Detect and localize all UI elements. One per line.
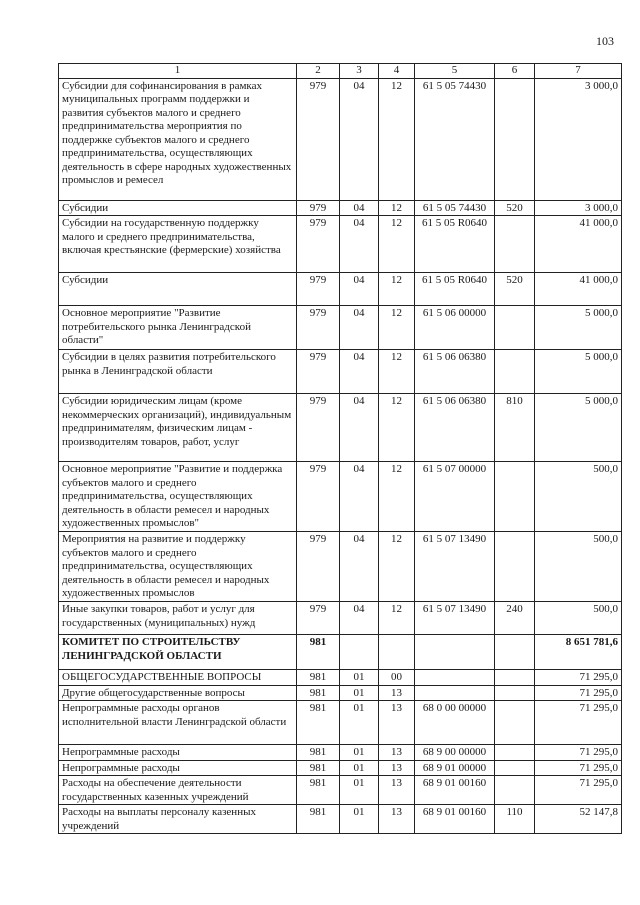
table-row — [59, 760, 622, 776]
cell-rz: 04 — [340, 273, 379, 306]
cell-pr: 13 — [379, 701, 415, 745]
cell-grbs: 979 — [297, 602, 340, 635]
column-header: 2 — [297, 64, 340, 79]
cell-name: Основное мероприятие "Развитие потребительского рынка Ленинградской области" — [59, 306, 297, 350]
cell-grbs: 981 — [297, 745, 340, 761]
cell-sum: 52 147,8 — [535, 805, 622, 834]
cell-vr: 810 — [495, 394, 535, 462]
cell-vr — [495, 216, 535, 273]
table-row — [59, 306, 622, 350]
cell-csr — [415, 635, 495, 670]
cell-rz: 01 — [340, 805, 379, 834]
table-row — [59, 462, 622, 532]
cell-vr: 520 — [495, 273, 535, 306]
cell-pr: 13 — [379, 685, 415, 701]
cell-rz: 01 — [340, 776, 379, 805]
cell-pr: 12 — [379, 394, 415, 462]
cell-name: Основное мероприятие "Развитие и поддержка субъектов малого и среднего предпринимательства, осуществляющих деятельность в области ремесел и народных художественных промыслов" — [59, 462, 297, 532]
cell-rz: 04 — [340, 216, 379, 273]
table-row — [59, 745, 622, 761]
cell-vr — [495, 462, 535, 532]
table-row — [59, 350, 622, 394]
cell-grbs: 979 — [297, 78, 340, 200]
cell-name: Мероприятия на развитие и поддержку субъектов малого и среднего предпринимательства, осуществляющих деятельность в области ремесел и народных художественных промыслов — [59, 532, 297, 602]
cell-sum: 3 000,0 — [535, 78, 622, 200]
cell-name: Непрограммные расходы — [59, 760, 297, 776]
cell-pr: 13 — [379, 760, 415, 776]
cell-name: Субсидии юридическим лицам (кроме некоммерческих организаций), индивидуальным предпринимателям, физическим лицам - производителям товаров, работ, услуг — [59, 394, 297, 462]
cell-name: Субсидии — [59, 273, 297, 306]
cell-sum: 71 295,0 — [535, 745, 622, 761]
cell-sum: 71 295,0 — [535, 701, 622, 745]
cell-csr: 61 5 05 74430 — [415, 78, 495, 200]
cell-rz: 04 — [340, 532, 379, 602]
cell-sum: 41 000,0 — [535, 273, 622, 306]
cell-pr: 12 — [379, 78, 415, 200]
cell-name: Субсидии на государственную поддержку малого и среднего предпринимательства, включая крестьянские (фермерские) хозяйства — [59, 216, 297, 273]
cell-rz: 01 — [340, 701, 379, 745]
cell-rz: 04 — [340, 350, 379, 394]
column-number-row — [59, 64, 622, 79]
cell-csr: 61 5 07 13490 — [415, 602, 495, 635]
cell-csr: 61 5 05 74430 — [415, 200, 495, 216]
table-row — [59, 805, 622, 834]
cell-vr — [495, 306, 535, 350]
cell-grbs: 981 — [297, 670, 340, 686]
cell-pr: 12 — [379, 273, 415, 306]
table-row — [59, 216, 622, 273]
cell-sum: 500,0 — [535, 602, 622, 635]
table-row — [59, 602, 622, 635]
cell-pr: 12 — [379, 602, 415, 635]
cell-grbs: 979 — [297, 273, 340, 306]
cell-sum: 71 295,0 — [535, 685, 622, 701]
cell-vr — [495, 745, 535, 761]
cell-pr: 00 — [379, 670, 415, 686]
cell-sum: 3 000,0 — [535, 200, 622, 216]
cell-csr: 68 9 01 00160 — [415, 805, 495, 834]
cell-vr — [495, 701, 535, 745]
cell-sum: 500,0 — [535, 462, 622, 532]
table-row — [59, 394, 622, 462]
column-header: 4 — [379, 64, 415, 79]
cell-csr: 68 9 00 00000 — [415, 745, 495, 761]
table-row — [59, 701, 622, 745]
cell-pr: 12 — [379, 350, 415, 394]
cell-csr: 61 5 05 R0640 — [415, 273, 495, 306]
cell-vr — [495, 532, 535, 602]
cell-name: Иные закупки товаров, работ и услуг для государственных (муниципальных) нужд — [59, 602, 297, 635]
cell-pr: 12 — [379, 462, 415, 532]
column-header: 5 — [415, 64, 495, 79]
cell-vr — [495, 776, 535, 805]
cell-rz: 01 — [340, 670, 379, 686]
cell-rz: 04 — [340, 306, 379, 350]
cell-name: Другие общегосударственные вопросы — [59, 685, 297, 701]
table-row — [59, 200, 622, 216]
cell-grbs: 981 — [297, 760, 340, 776]
cell-csr — [415, 685, 495, 701]
cell-sum: 5 000,0 — [535, 394, 622, 462]
cell-vr — [495, 685, 535, 701]
cell-pr: 12 — [379, 216, 415, 273]
cell-csr: 61 5 06 06380 — [415, 394, 495, 462]
cell-csr: 61 5 07 13490 — [415, 532, 495, 602]
cell-pr — [379, 635, 415, 670]
cell-vr — [495, 760, 535, 776]
cell-sum: 71 295,0 — [535, 670, 622, 686]
cell-rz: 04 — [340, 200, 379, 216]
cell-grbs: 979 — [297, 394, 340, 462]
cell-name: Расходы на обеспечение деятельности государственных казенных учреждений — [59, 776, 297, 805]
cell-grbs: 981 — [297, 805, 340, 834]
table-row — [59, 273, 622, 306]
cell-grbs: 979 — [297, 216, 340, 273]
cell-pr: 13 — [379, 776, 415, 805]
cell-name: Расходы на выплаты персоналу казенных учреждений — [59, 805, 297, 834]
column-header: 1 — [59, 64, 297, 79]
cell-vr: 110 — [495, 805, 535, 834]
cell-rz — [340, 635, 379, 670]
budget-table — [58, 63, 622, 834]
cell-grbs: 981 — [297, 635, 340, 670]
cell-csr: 61 5 06 06380 — [415, 350, 495, 394]
cell-vr: 520 — [495, 200, 535, 216]
cell-rz: 01 — [340, 760, 379, 776]
cell-grbs: 979 — [297, 350, 340, 394]
cell-grbs: 979 — [297, 200, 340, 216]
cell-grbs: 981 — [297, 776, 340, 805]
cell-sum: 5 000,0 — [535, 306, 622, 350]
column-header: 7 — [535, 64, 622, 79]
cell-sum: 8 651 781,6 — [535, 635, 622, 670]
page-number: 103 — [596, 34, 614, 48]
cell-vr — [495, 670, 535, 686]
table-row — [59, 776, 622, 805]
table-row — [59, 685, 622, 701]
cell-grbs: 979 — [297, 532, 340, 602]
column-header: 6 — [495, 64, 535, 79]
table-row — [59, 635, 622, 670]
cell-csr: 61 5 07 00000 — [415, 462, 495, 532]
cell-pr: 13 — [379, 805, 415, 834]
cell-csr: 68 0 00 00000 — [415, 701, 495, 745]
cell-grbs: 981 — [297, 701, 340, 745]
cell-rz: 04 — [340, 462, 379, 532]
column-header: 3 — [340, 64, 379, 79]
cell-sum: 500,0 — [535, 532, 622, 602]
cell-name: Непрограммные расходы — [59, 745, 297, 761]
cell-sum: 5 000,0 — [535, 350, 622, 394]
table-row — [59, 532, 622, 602]
cell-rz: 04 — [340, 78, 379, 200]
cell-name: Субсидии для софинансирования в рамках муниципальных программ поддержки и развития субъектов малого и среднего предпринимательства мероприятия по поддержке субъектов малого и среднего предпринимательства, осуществляющих деятельность в сфере народных художественных промыслов и ремесел — [59, 78, 297, 200]
cell-name: Непрограммные расходы органов исполнительной власти Ленинградской области — [59, 701, 297, 745]
cell-rz: 01 — [340, 685, 379, 701]
cell-vr: 240 — [495, 602, 535, 635]
cell-pr: 12 — [379, 532, 415, 602]
cell-grbs: 981 — [297, 685, 340, 701]
cell-name: Субсидии — [59, 200, 297, 216]
cell-name: КОМИТЕТ ПО СТРОИТЕЛЬСТВУ ЛЕНИНГРАДСКОЙ ОБЛАСТИ — [59, 635, 297, 670]
cell-sum: 41 000,0 — [535, 216, 622, 273]
cell-pr: 13 — [379, 745, 415, 761]
cell-pr: 12 — [379, 200, 415, 216]
cell-csr: 61 5 06 00000 — [415, 306, 495, 350]
cell-name: Субсидии в целях развития потребительского рынка в Ленинградской области — [59, 350, 297, 394]
cell-pr: 12 — [379, 306, 415, 350]
cell-csr: 61 5 05 R0640 — [415, 216, 495, 273]
cell-rz: 04 — [340, 602, 379, 635]
table-row — [59, 78, 622, 200]
cell-name: ОБЩЕГОСУДАРСТВЕННЫЕ ВОПРОСЫ — [59, 670, 297, 686]
cell-csr — [415, 670, 495, 686]
cell-csr: 68 9 01 00000 — [415, 760, 495, 776]
cell-vr — [495, 78, 535, 200]
cell-rz: 04 — [340, 394, 379, 462]
cell-vr — [495, 350, 535, 394]
cell-sum: 71 295,0 — [535, 776, 622, 805]
cell-vr — [495, 635, 535, 670]
cell-csr: 68 9 01 00160 — [415, 776, 495, 805]
cell-grbs: 979 — [297, 306, 340, 350]
table-row — [59, 670, 622, 686]
cell-grbs: 979 — [297, 462, 340, 532]
cell-rz: 01 — [340, 745, 379, 761]
cell-sum: 71 295,0 — [535, 760, 622, 776]
